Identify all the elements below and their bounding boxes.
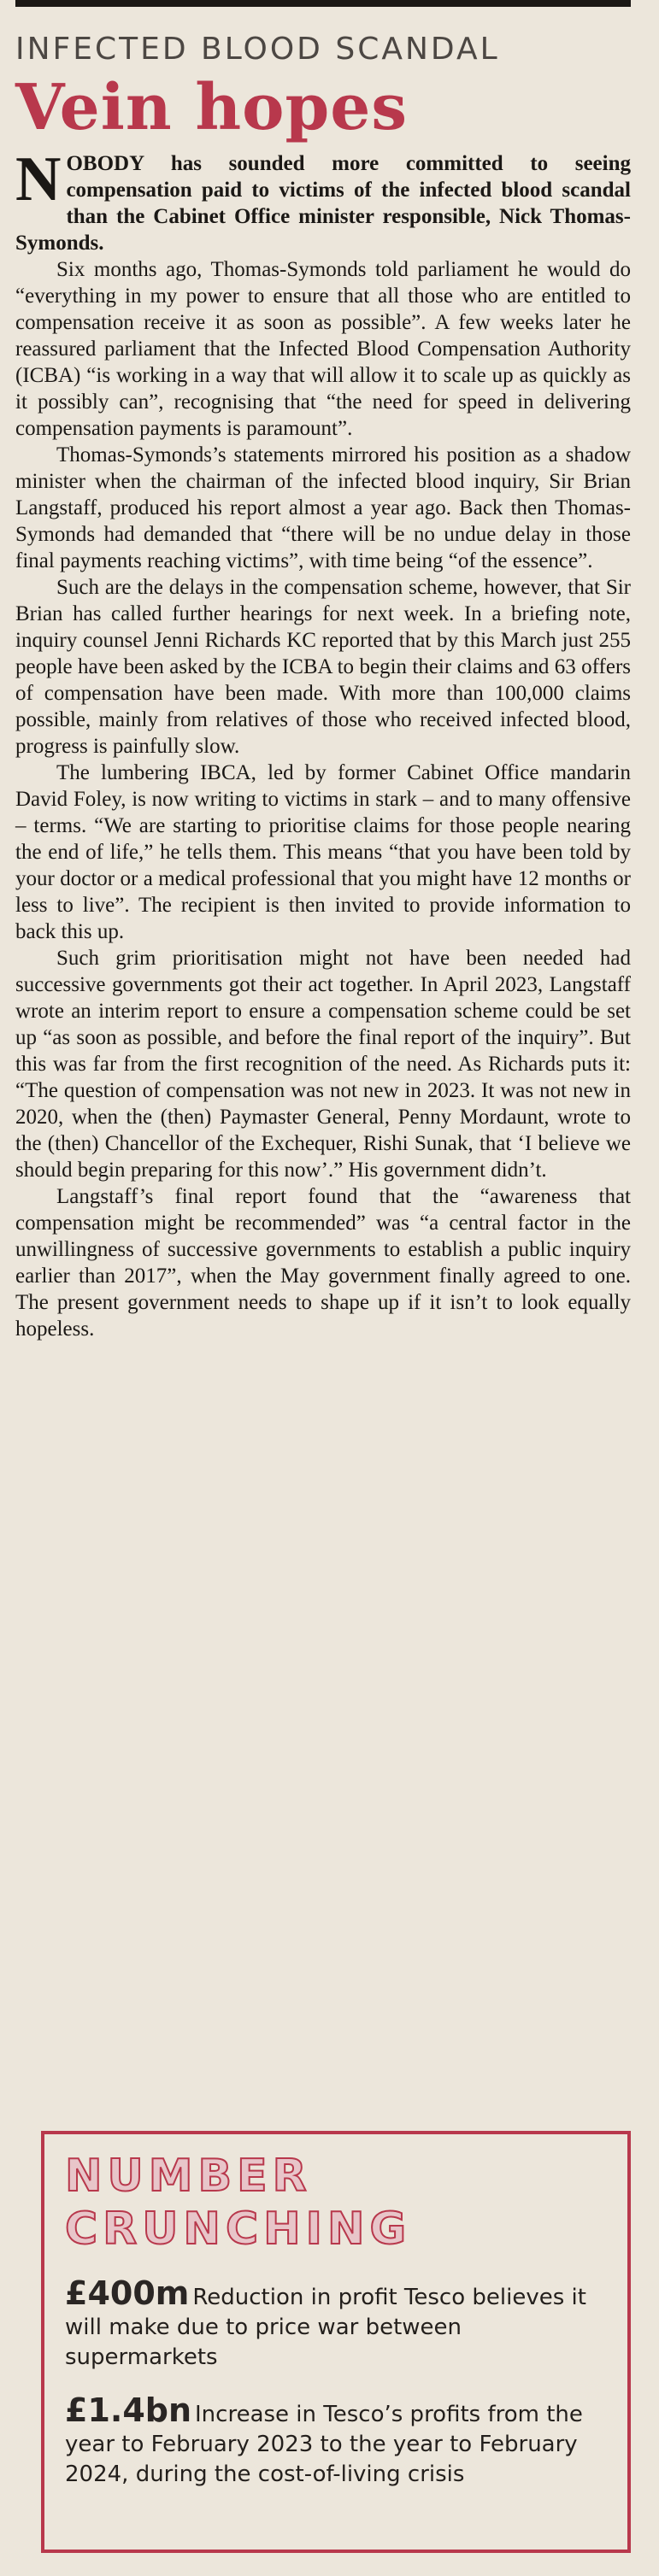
section-kicker: INFECTED BLOOD SCANDAL [15,32,500,67]
body-paragraph: Langstaff’s final report found that the “awareness that compensation might be recommended” was “a central factor in the unwillingness of successive governments to establish a public inquiry earlier than 2017”, when the May government finally agreed to one. The present government needs to shape up if it isn’t to look equally hopeless. [15,1185,631,1341]
body-paragraph: Such are the delays in the compensation scheme, however, that Sir Brian has called further hearings for next week. In a briefing note, inquiry counsel Jenni Richards KC reported that by this March just 255 people have been asked by the ICBA to begin their claims and 63 offers of compensation have been made. With more than 100,000 claims possible, mainly from relatives of those who received infected blood, progress is painfully slow. [15,576,631,758]
standfirst-text: OBODY has sounded more committed to seeing compensation paid to victims of the infected blood scandal than the Cabinet Office minister responsible, Nick Thomas-Symonds. [15,152,631,255]
stat-figure: £400m [65,2274,190,2312]
body-paragraph: Thomas-Symonds’s statements mirrored his position as a shadow minister when the chairman of the infected blood inquiry, Sir Brian Langstaff, produced his report almost a year ago. Back then Thomas-Symonds had demanded that “there will be no undue delay in those final payments reaching victims”, with time being “of the essence”. [15,443,631,572]
headline: Vein hopes [15,71,409,144]
number-crunching-box [41,2131,631,2553]
stat-description: Reduction in profit Tesco believes it will make due to price war between supermarkets [65,2285,586,2370]
stat-item [65,2391,607,2490]
article-column [15,31,631,1342]
body-paragraph: Such grim prioritisation might not have been needed had successive governments got their act together. In April 2023, Langstaff wrote an interim report to ensure a compensation scheme could be set up “as soon as possible, and before the final report of the inquiry”. But this was far from the first recognition of the need. As Richards puts it: “The question of compensation was not new in 2023. It was not new in 2020, when the (then) Paymaster General, Penny Mordaunt, wrote to the (then) Chancellor of the Exchequer, Rishi Sunak, that ‘I believe we should begin preparing for this now’.” His government didn’t. [15,947,631,1182]
body-paragraph: Six months ago, Thomas-Symonds told parliament he would do “everything in my power to ensure that all those who are entitled to compensation receive it as soon as possible”. A few weeks later he reassured parliament that the Infected Blood Compensation Authority (ICBA) “is working in a way that will allow it to scale up as quickly as it possibly can”, recognising that “the need for speed in delivering compensation payments is paramount”. [15,258,631,440]
body-paragraph: The lumbering IBCA, led by former Cabinet Office mandarin David Foley, is now writing to victims in stark – and to many offensive – terms. “We are starting to prioritise claims for those people nearing the end of life,” he tells them. This means “that you have been told by your doctor or a medical professional that you might have 12 months or less to live”. The recipient is then invited to provide information to back this up. [15,761,631,943]
drop-cap: N [15,144,62,214]
stat-item [65,2274,607,2373]
stat-figure: £1.4bn [65,2391,192,2429]
box-title-line2: CRUNCHING [65,2203,412,2255]
box-title-line1: NUMBER [65,2151,312,2202]
stat-description: Increase in Tesco’s profits from the year to February 2023 to the year to February 2024, during the cost-of-living crisis [65,2402,583,2487]
top-rule [15,0,631,7]
standfirst [15,144,631,256]
